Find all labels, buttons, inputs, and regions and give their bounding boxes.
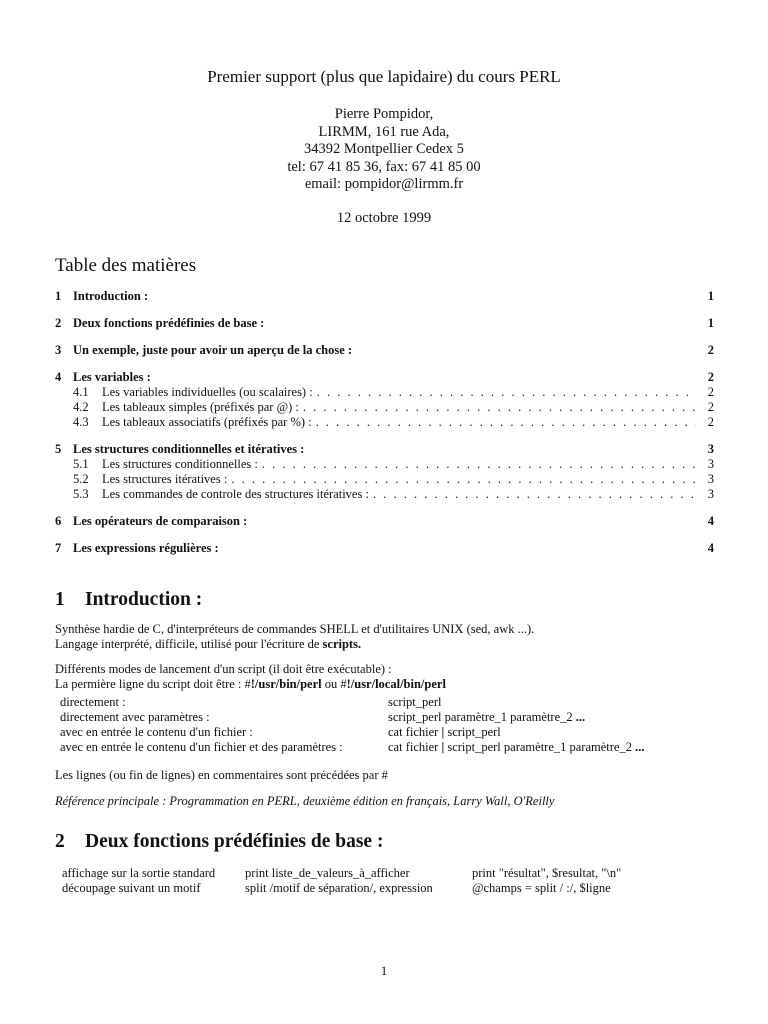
paragraph-line: Différents modes de lancement d'un script (il doit être exécutable) : xyxy=(55,662,392,676)
toc-section-page: 1 xyxy=(707,289,714,303)
toc-leader-dots xyxy=(373,487,696,502)
function-example: print "résultat", $resultat, "\n" xyxy=(472,866,622,880)
function-syntax: print liste_de_valeurs_à_afficher xyxy=(245,866,410,880)
title-block xyxy=(0,66,768,227)
toc-subsection[interactable] xyxy=(55,472,714,487)
toc-section-number: 6 xyxy=(55,514,62,528)
command-text: script_perl paramètre_1 paramètre_2 xyxy=(444,740,636,754)
toc-section-number: 7 xyxy=(55,541,62,555)
function-purpose: affichage sur la sortie standard xyxy=(62,866,216,880)
launch-modes-table xyxy=(60,695,644,755)
command-text: script_perl xyxy=(444,725,501,739)
document-title: Premier support (plus que lapidaire) du cours PERL xyxy=(207,67,561,86)
mode-description: directement : xyxy=(60,695,126,709)
toc-section[interactable] xyxy=(55,342,714,358)
mode-command xyxy=(388,725,501,740)
command-text: cat fichier xyxy=(388,740,442,754)
paragraph-line xyxy=(55,677,735,692)
toc-section[interactable] xyxy=(55,513,714,529)
toc-subsection[interactable] xyxy=(55,400,714,415)
author-block xyxy=(0,106,768,194)
paragraph-line xyxy=(55,637,735,652)
toc-subsection-page: 2 xyxy=(707,400,714,414)
pipe-symbol: | xyxy=(441,725,445,739)
table-row xyxy=(60,725,644,740)
paragraph-text: La permière ligne du script doit être : # xyxy=(55,677,251,691)
toc-subsection-page: 3 xyxy=(707,487,714,501)
toc-subsection-title: Les tableaux simples (préfixés par @) : xyxy=(102,400,299,414)
toc-subsection[interactable] xyxy=(55,487,714,502)
command-ellipsis: ... xyxy=(635,740,645,754)
toc-subsection-title: Les structures itératives : xyxy=(102,472,228,486)
toc-section[interactable] xyxy=(55,441,714,457)
toc-section-number: 5 xyxy=(55,442,62,456)
mode-description: avec en entrée le contenu d'un fichier et des paramètres : xyxy=(60,740,343,754)
toc-subsection[interactable] xyxy=(55,415,714,430)
functions-table xyxy=(62,866,621,896)
table-of-contents xyxy=(55,288,714,556)
function-example: @champs = split / :/, $ligne xyxy=(472,881,611,895)
toc-subsection-number: 5.3 xyxy=(73,487,89,501)
document-date: 12 octobre 1999 xyxy=(336,209,432,226)
toc-section[interactable] xyxy=(55,315,714,331)
author-line: tel: 67 41 85 36, fax: 67 41 85 00 xyxy=(287,158,481,175)
function-syntax: split /motif de séparation/, expression xyxy=(245,881,433,895)
command-text: script_perl paramètre_1 paramètre_2 xyxy=(388,710,576,724)
toc-section[interactable] xyxy=(55,369,714,385)
toc-section-page: 1 xyxy=(707,316,714,330)
toc-section-number: 1 xyxy=(55,289,62,303)
toc-subsection-page: 2 xyxy=(707,385,714,399)
toc-section-number: 2 xyxy=(55,316,62,330)
toc-section-page: 2 xyxy=(707,343,714,357)
mode-description: avec en entrée le contenu d'un fichier : xyxy=(60,725,253,739)
toc-subsection-page: 3 xyxy=(707,457,714,471)
toc-subsection-title: Les structures conditionnelles : xyxy=(102,457,258,471)
mode-command xyxy=(388,695,441,710)
toc-leader-dots xyxy=(262,457,696,472)
toc-leader-dots xyxy=(316,415,696,430)
bold-term: scripts. xyxy=(322,637,362,651)
toc-section-title: Deux fonctions prédéfinies de base : xyxy=(73,316,265,330)
comment-line: Les lignes (ou fin de lignes) en commentaires sont précédées par # xyxy=(55,768,388,782)
command-text: cat fichier xyxy=(388,725,442,739)
toc-subsection-number: 5.2 xyxy=(73,472,89,486)
toc-section[interactable] xyxy=(55,540,714,556)
toc-subsection-title: Les variables individuelles (ou scalaires) : xyxy=(102,385,313,399)
reference-line: Référence principale : Programmation en PERL, deuxième édition en français, Larry Wall, O'Reilly xyxy=(55,794,555,808)
section-title: Introduction : xyxy=(85,589,203,610)
paragraph-text: Langage interprété, difficile, utilisé pour l'écriture de xyxy=(55,637,323,651)
toc-section-number: 3 xyxy=(55,343,62,357)
toc-subsection[interactable] xyxy=(55,457,714,472)
toc-section-title: Les structures conditionnelles et itératives : xyxy=(73,442,305,456)
command-text: script_perl xyxy=(388,695,442,709)
author-line: 34392 Montpellier Cedex 5 xyxy=(304,141,464,157)
launch-modes-paragraph xyxy=(55,662,735,692)
table-row xyxy=(60,740,644,755)
author-line: Pierre Pompidor, xyxy=(334,106,434,122)
section-heading xyxy=(55,831,383,853)
author-line: LIRMM, 161 rue Ada, xyxy=(318,123,450,140)
toc-section-number: 4 xyxy=(55,370,62,384)
toc-subsection-title: Les tableaux associatifs (préfixés par %) : xyxy=(102,415,312,429)
function-purpose: découpage suivant un motif xyxy=(62,881,201,895)
toc-subsection-number: 5.1 xyxy=(73,457,89,471)
toc-subsection-number: 4.2 xyxy=(73,400,89,414)
table-row xyxy=(60,710,644,725)
toc-subsection-number: 4.3 xyxy=(73,415,89,429)
toc-section-title: Les expressions régulières : xyxy=(73,541,219,555)
toc-section-title: Les variables : xyxy=(73,370,151,384)
code-path: !/usr/bin/perl xyxy=(250,677,322,691)
toc-heading: Table des matières xyxy=(55,255,197,276)
table-row xyxy=(62,881,621,896)
toc-section-page: 2 xyxy=(707,370,714,384)
toc-section-title: Un exemple, juste pour avoir un aperçu de la chose : xyxy=(73,343,353,357)
toc-leader-dots xyxy=(231,472,696,487)
toc-subsection-page: 2 xyxy=(707,415,714,429)
section-title: Deux fonctions prédéfinies de base : xyxy=(85,831,384,852)
table-row xyxy=(62,866,621,881)
toc-subsection[interactable] xyxy=(55,385,714,400)
section-heading xyxy=(55,589,202,611)
mode-description: directement avec paramètres : xyxy=(60,710,210,724)
mode-command xyxy=(388,710,585,725)
mode-command xyxy=(388,740,644,755)
command-ellipsis: ... xyxy=(575,710,586,724)
section-number: 2 xyxy=(55,831,65,852)
toc-section[interactable] xyxy=(55,288,714,304)
toc-leader-dots xyxy=(317,385,696,400)
toc-section-page: 3 xyxy=(707,442,714,456)
author-line: email: pompidor@lirmm.fr xyxy=(304,176,464,192)
page-number: 1 xyxy=(380,963,388,978)
code-path: !/usr/local/bin/perl xyxy=(346,677,446,691)
paragraph-text: ou # xyxy=(321,677,347,691)
paragraph-line: Synthèse hardie de C, d'interpréteurs de commandes SHELL et d'utilitaires UNIX (sed, awk ...). xyxy=(55,622,535,636)
toc-section-title: Introduction : xyxy=(73,289,149,303)
intro-paragraph xyxy=(55,622,735,652)
toc-section-title: Les opérateurs de comparaison : xyxy=(73,514,248,528)
toc-subsection-page: 3 xyxy=(707,472,714,486)
toc-section-page: 4 xyxy=(707,541,714,555)
section-number: 1 xyxy=(55,589,65,610)
toc-subsection-number: 4.1 xyxy=(73,385,89,399)
pipe-symbol: | xyxy=(441,740,445,754)
toc-subsection-title: Les commandes de controle des structures itératives : xyxy=(102,487,369,501)
toc-section-page: 4 xyxy=(707,514,714,528)
toc-leader-dots xyxy=(303,400,696,415)
table-row xyxy=(60,695,644,710)
